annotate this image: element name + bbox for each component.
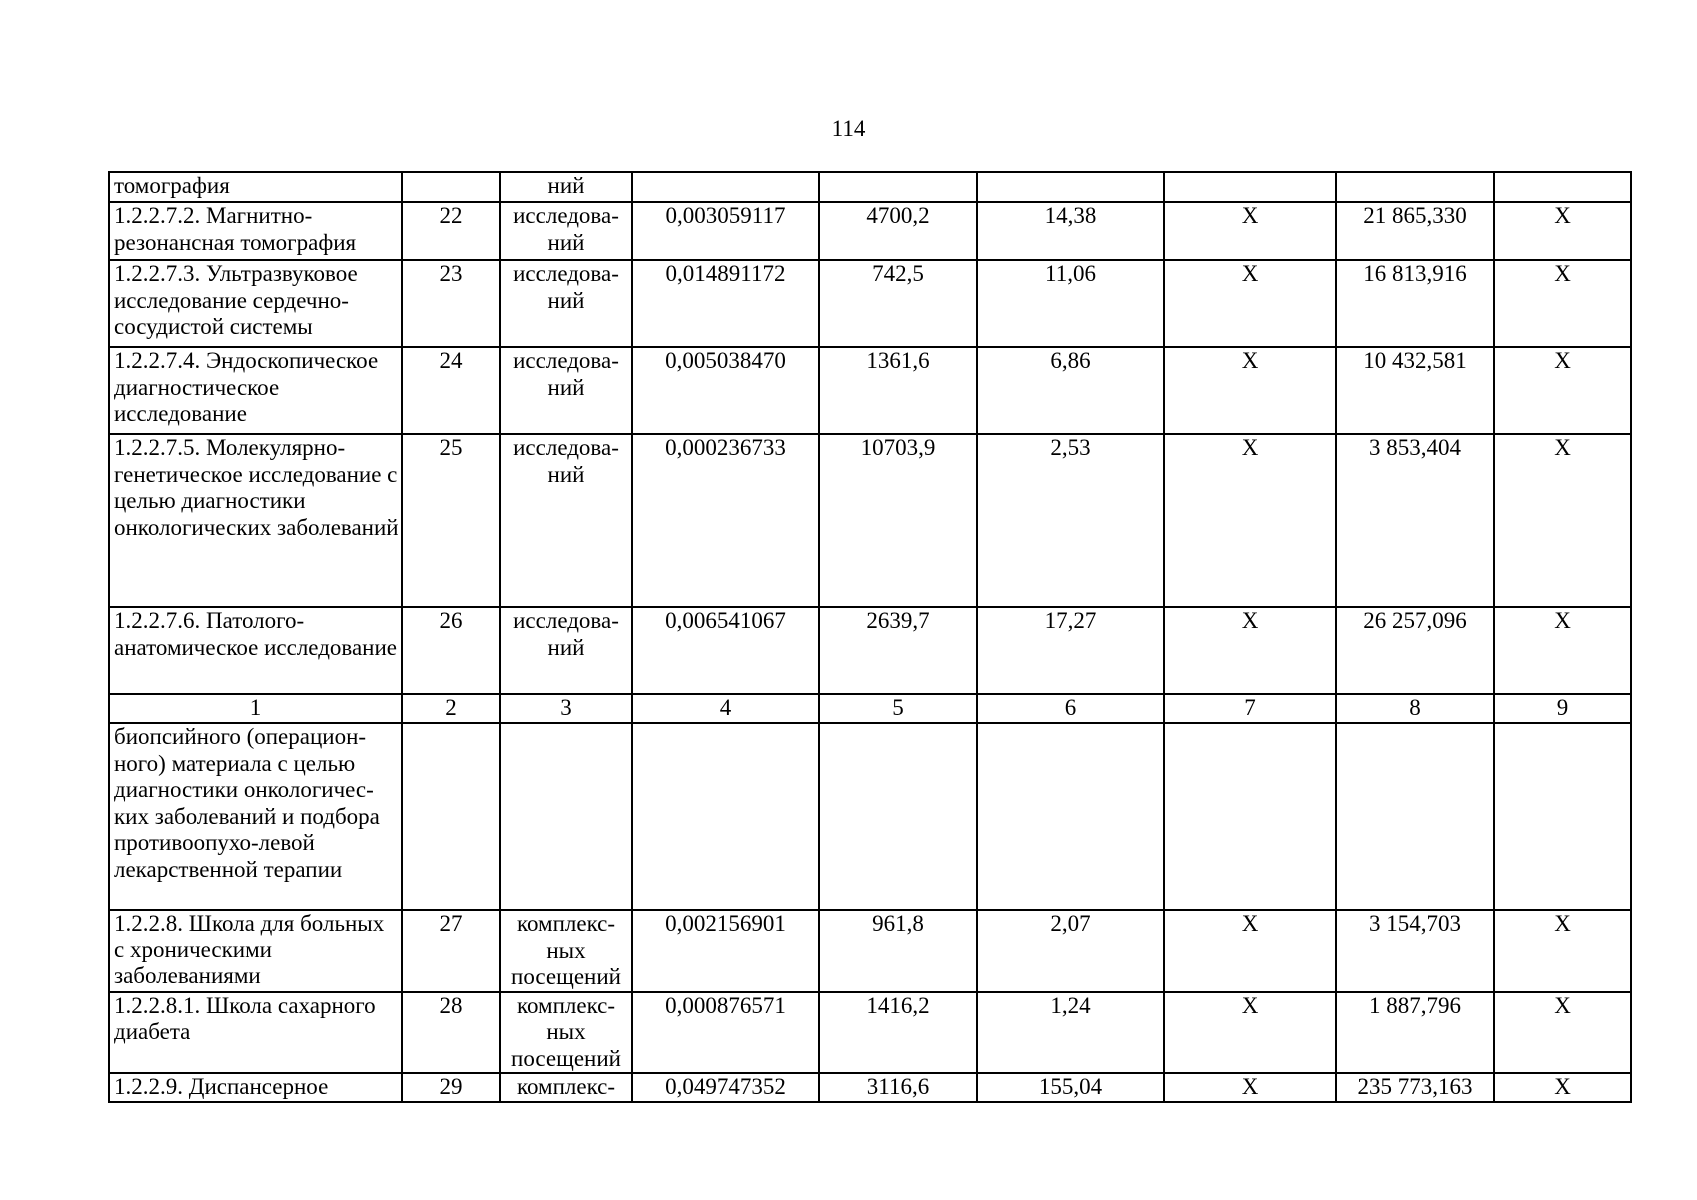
cell-col4: 0,002156901	[632, 910, 819, 992]
cell-col5: 1361,6	[819, 347, 977, 434]
cell-col5: 742,5	[819, 260, 977, 347]
cell-col9: X	[1494, 347, 1631, 434]
cell-unit: исследова-ний	[500, 347, 632, 434]
cell-name: 1.2.2.7.5. Молекулярно-генетическое исследование с целью диагностики онкологических заболеваний	[109, 434, 402, 607]
cell-col5: 4700,2	[819, 202, 977, 260]
column-number-row	[109, 694, 1631, 723]
cell-unit: исследова-ний	[500, 202, 632, 260]
cell-name: 1.2.2.7.2. Магнитно-резонансная томография	[109, 202, 402, 260]
cell-col4: 0,006541067	[632, 607, 819, 694]
cell-name: томография	[109, 172, 402, 202]
cell-col7: X	[1164, 1073, 1336, 1102]
cell-col7	[1164, 172, 1336, 202]
data-table	[108, 171, 1632, 1103]
column-number: 4	[632, 694, 819, 723]
cell-col9	[1494, 172, 1631, 202]
cell-col7: X	[1164, 260, 1336, 347]
cell-col6: 2,07	[977, 910, 1164, 992]
column-number: 6	[977, 694, 1164, 723]
cell-col8: 1 887,796	[1336, 992, 1494, 1074]
cell-col7: X	[1164, 202, 1336, 260]
cell-col5	[819, 723, 977, 910]
cell-col4: 0,003059117	[632, 202, 819, 260]
cell-unit: исследова-ний	[500, 434, 632, 607]
cell-col6: 155,04	[977, 1073, 1164, 1102]
cell-col6: 17,27	[977, 607, 1164, 694]
cell-unit: комплекс-	[500, 1073, 632, 1102]
table-row	[109, 723, 1631, 910]
cell-col5: 3116,6	[819, 1073, 977, 1102]
cell-col9: X	[1494, 607, 1631, 694]
cell-unit: исследова-ний	[500, 607, 632, 694]
page-number: 114	[831, 116, 866, 141]
cell-col9: X	[1494, 260, 1631, 347]
column-number: 7	[1164, 694, 1336, 723]
column-number: 2	[402, 694, 500, 723]
cell-col8: 235 773,163	[1336, 1073, 1494, 1102]
cell-col4: 0,049747352	[632, 1073, 819, 1102]
cell-col9	[1494, 723, 1631, 910]
table-row	[109, 607, 1631, 694]
cell-col7: X	[1164, 434, 1336, 607]
cell-col5: 1416,2	[819, 992, 977, 1074]
cell-col5: 961,8	[819, 910, 977, 992]
cell-col9: X	[1494, 202, 1631, 260]
cell-unit: комплекс-ных посещений	[500, 992, 632, 1074]
cell-unit: комплекс-ных посещений	[500, 910, 632, 992]
cell-col8	[1336, 172, 1494, 202]
cell-name: 1.2.2.8.1. Школа сахарного диабета	[109, 992, 402, 1074]
column-number: 5	[819, 694, 977, 723]
cell-col4: 0,000236733	[632, 434, 819, 607]
cell-col8: 3 853,404	[1336, 434, 1494, 607]
cell-col4	[632, 172, 819, 202]
cell-col5	[819, 172, 977, 202]
cell-line-number: 24	[402, 347, 500, 434]
cell-col8: 26 257,096	[1336, 607, 1494, 694]
cell-name: 1.2.2.9. Диспансерное	[109, 1073, 402, 1102]
cell-col7: X	[1164, 910, 1336, 992]
cell-col8	[1336, 723, 1494, 910]
cell-col4: 0,014891172	[632, 260, 819, 347]
cell-name: 1.2.2.7.6. Патолого-анатомическое исследование	[109, 607, 402, 694]
cell-col8: 21 865,330	[1336, 202, 1494, 260]
cell-unit: ний	[500, 172, 632, 202]
cell-col9: X	[1494, 434, 1631, 607]
cell-unit: исследова-ний	[500, 260, 632, 347]
cell-line-number: 26	[402, 607, 500, 694]
cell-col5: 10703,9	[819, 434, 977, 607]
cell-line-number	[402, 723, 500, 910]
cell-col4	[632, 723, 819, 910]
table-row	[109, 172, 1631, 202]
cell-col4: 0,005038470	[632, 347, 819, 434]
cell-col6: 14,38	[977, 202, 1164, 260]
cell-name: 1.2.2.7.4. Эндоскопическое диагностическое исследование	[109, 347, 402, 434]
cell-col9: X	[1494, 992, 1631, 1074]
cell-name: 1.2.2.7.3. Ультразвуковое исследование сердечно-сосудистой системы	[109, 260, 402, 347]
table-row	[109, 434, 1631, 607]
cell-col8: 3 154,703	[1336, 910, 1494, 992]
column-number: 1	[109, 694, 402, 723]
cell-name: 1.2.2.8. Школа для больных с хроническими заболеваниями	[109, 910, 402, 992]
cell-col6: 2,53	[977, 434, 1164, 607]
cell-col8: 16 813,916	[1336, 260, 1494, 347]
cell-line-number: 25	[402, 434, 500, 607]
table-row	[109, 202, 1631, 260]
cell-col6	[977, 723, 1164, 910]
cell-name: биопсийного (операцион-ного) материала с целью диагностики онкологичес-ких заболеваний и подбора противоопухо-левой лекарственной терапии	[109, 723, 402, 910]
cell-col7: X	[1164, 347, 1336, 434]
cell-col6	[977, 172, 1164, 202]
cell-col9: X	[1494, 910, 1631, 992]
table-row	[109, 992, 1631, 1074]
cell-line-number: 29	[402, 1073, 500, 1102]
cell-line-number: 23	[402, 260, 500, 347]
cell-line-number: 28	[402, 992, 500, 1074]
cell-col4: 0,000876571	[632, 992, 819, 1074]
cell-col6: 1,24	[977, 992, 1164, 1074]
table-row	[109, 910, 1631, 992]
cell-col6: 11,06	[977, 260, 1164, 347]
column-number: 3	[500, 694, 632, 723]
cell-col7: X	[1164, 607, 1336, 694]
cell-col6: 6,86	[977, 347, 1164, 434]
cell-col7: X	[1164, 992, 1336, 1074]
cell-col8: 10 432,581	[1336, 347, 1494, 434]
cell-line-number: 27	[402, 910, 500, 992]
cell-line-number: 22	[402, 202, 500, 260]
cell-unit	[500, 723, 632, 910]
table-row	[109, 1073, 1631, 1102]
cell-col5: 2639,7	[819, 607, 977, 694]
cell-col7	[1164, 723, 1336, 910]
table-row	[109, 347, 1631, 434]
cell-col9: X	[1494, 1073, 1631, 1102]
cell-line-number	[402, 172, 500, 202]
column-number: 8	[1336, 694, 1494, 723]
column-number: 9	[1494, 694, 1631, 723]
table-row	[109, 260, 1631, 347]
